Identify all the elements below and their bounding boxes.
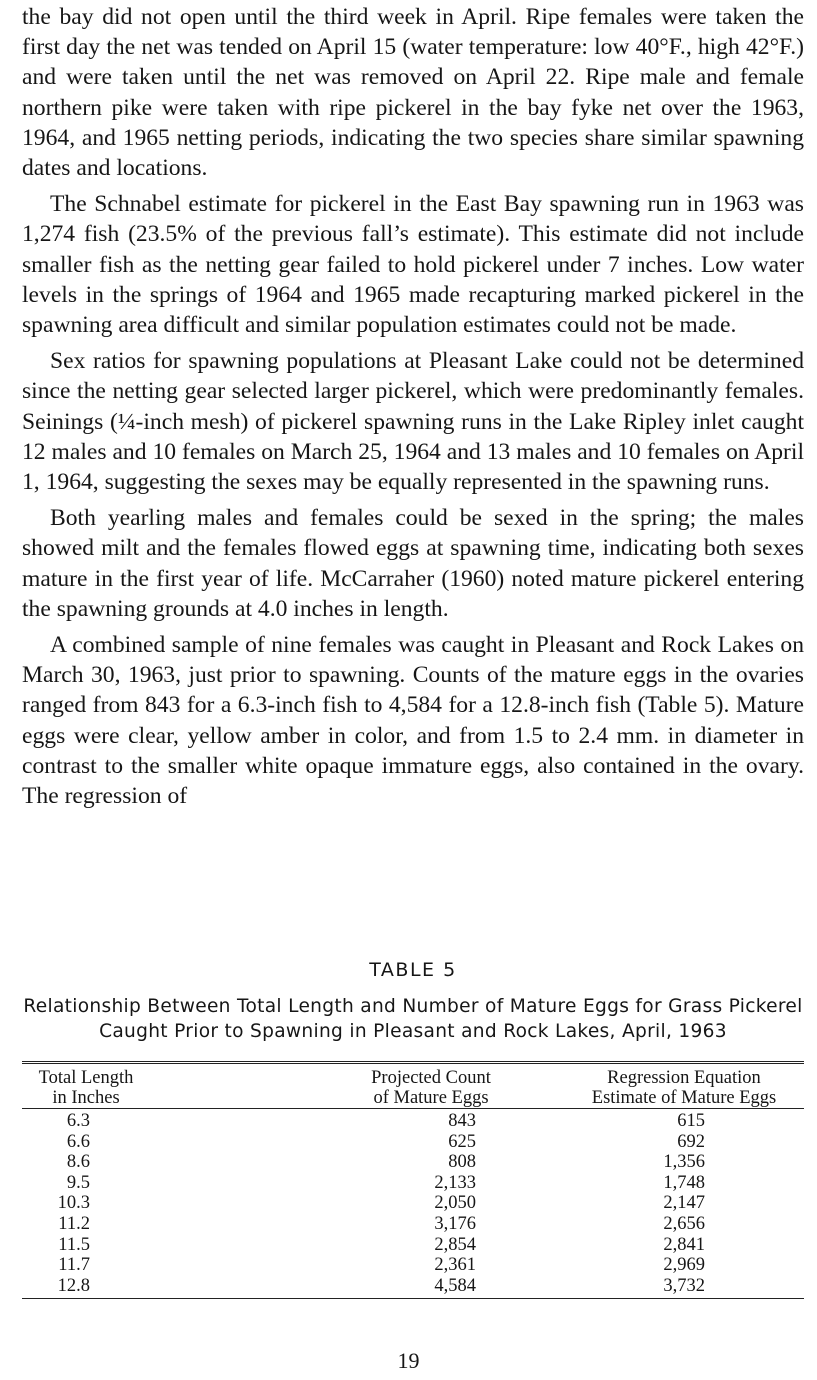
paragraph: The Schnabel estimate for pickerel in the East Bay spawning run in 1963 was 1,274 fish (23.5% of the previous fall’s estimate). This estimate did not include smaller fish as the netting gear failed to hold pickerel under 7 inches. Low water levels in the springs of 1964 and 1965 made recapturing marked pickerel in the spawning area difficult and similar population estimates could not be made. [22,191,804,339]
cell-regression [552,1193,804,1214]
header-projected-count [252,1063,552,1109]
table-row [22,1152,804,1173]
cell-text: 12.8 [57,1275,90,1296]
cell-text: 3,732 [663,1275,705,1296]
cell-regression [552,1132,804,1153]
table-row [22,1132,804,1153]
cell-projected [252,1132,552,1153]
cell-text: 615 [677,1111,705,1131]
body-text [22,2,804,817]
table-block [22,952,804,1299]
cell-text: 1,748 [663,1172,705,1193]
cell-text: 2,841 [663,1234,705,1255]
cell-text: 8.6 [66,1152,90,1173]
cell-regression [552,1255,804,1276]
cell-length [22,1276,252,1299]
paragraph: the bay did not open until the third week in April. Ripe females were taken the first day the net was tended on April 15 (water temperature: low 40°F., high 42°F.) and were taken until the net was removed on April 22. Ripe male and female northern pike were taken with ripe pickerel in the bay fyke net over the 1963, 1964, and 1965 netting periods, indicating the two species share similar spawning dates and locations. [22,4,804,182]
cell-projected [252,1235,552,1256]
table-row [22,1276,804,1299]
header-regression-estimate [552,1063,804,1109]
cell-projected [252,1109,552,1132]
header-line: Estimate of Mature Eggs [591,1088,777,1108]
table-row [22,1109,804,1132]
table-row [22,1173,804,1194]
cell-text: 2,969 [663,1255,705,1276]
cell-text: 6.3 [66,1111,90,1131]
cell-projected [252,1152,552,1173]
table-row [22,1255,804,1276]
data-table [22,1061,804,1299]
cell-regression [552,1214,804,1235]
cell-regression [552,1173,804,1194]
cell-text: 2,133 [434,1172,476,1193]
cell-projected [252,1276,552,1299]
cell-text: 2,147 [663,1193,705,1214]
cell-projected [252,1214,552,1235]
table-row [22,1235,804,1256]
cell-text: 692 [677,1131,705,1152]
cell-regression [552,1152,804,1173]
paragraph: A combined sample of nine females was caught in Pleasant and Rock Lakes on March 30, 1963, just prior to spawning. Counts of the mature eggs in the ovaries ranged from 843 for a 6.3-inch fish to 4,584 for a 12.8-inch fish (Table 5). Mature eggs were clear, yellow amber in color, and from 1.5 to 2.4 mm. in diameter in contrast to the smaller white opaque immature eggs, also contained in the ovary. The regression of [22,632,804,810]
cell-text: 11.5 [58,1234,90,1255]
cell-text: 9.5 [66,1172,90,1193]
cell-text: 625 [448,1131,476,1152]
cell-text: 2,656 [663,1213,705,1234]
cell-length [22,1214,252,1235]
cell-projected [252,1173,552,1194]
table-label: TABLE 5 [369,959,457,981]
cell-text: 11.7 [58,1255,90,1276]
table-row [22,1214,804,1235]
cell-projected [252,1193,552,1214]
cell-text: 4,584 [434,1275,476,1296]
cell-length [22,1255,252,1276]
cell-length [22,1235,252,1256]
cell-text: 2,050 [434,1193,476,1214]
table-header-row [22,1063,804,1109]
header-line: Regression Equation [607,1068,761,1088]
cell-text: 1,356 [663,1152,705,1173]
table-row [22,1193,804,1214]
cell-text: 2,361 [434,1255,476,1276]
cell-length [22,1132,252,1153]
cell-regression [552,1235,804,1256]
paragraph: Both yearling males and females could be sexed in the spring; the males showed milt and the females flowed eggs at spawning time, indicating both sexes mature in the first year of life. McCarraher (1960) noted mature pickerel entering the spawning grounds at 4.0 inches in length. [22,505,804,622]
cell-text: 843 [448,1111,476,1131]
cell-length [22,1193,252,1214]
paragraph: Sex ratios for spawning populations at Pleasant Lake could not be determined since the netting gear selected larger pickerel, which were predominantly females. Seinings (¼-inch mesh) of pickerel spawning runs in the Lake Ripley inlet caught 12 males and 10 females on March 25, 1964 and 13 males and 10 females on April 1, 1964, suggesting the sexes may be equally represented in the spawning runs. [22,348,804,496]
cell-text: 3,176 [434,1213,476,1234]
cell-text: 11.2 [58,1213,90,1234]
cell-text: 10.3 [57,1193,90,1214]
header-line: of Mature Eggs [373,1088,489,1108]
header-line: Projected Count [371,1068,491,1088]
header-line: Total Length [38,1068,134,1088]
cell-length [22,1109,252,1132]
cell-length [22,1173,252,1194]
table-caption: Relationship Between Total Length and Number of Mature Eggs for Grass Pickerel Caught Prior to Spawning in Pleasant and Rock Lakes, April, 1963 [23,996,803,1042]
page-number: 19 [397,1348,420,1373]
cell-projected [252,1255,552,1276]
cell-text: 808 [448,1152,476,1173]
cell-text: 2,854 [434,1234,476,1255]
cell-regression [552,1276,804,1299]
header-line: in Inches [52,1088,120,1108]
cell-text: 6.6 [66,1131,90,1152]
cell-length [22,1152,252,1173]
cell-regression [552,1109,804,1132]
header-total-length [22,1063,252,1109]
